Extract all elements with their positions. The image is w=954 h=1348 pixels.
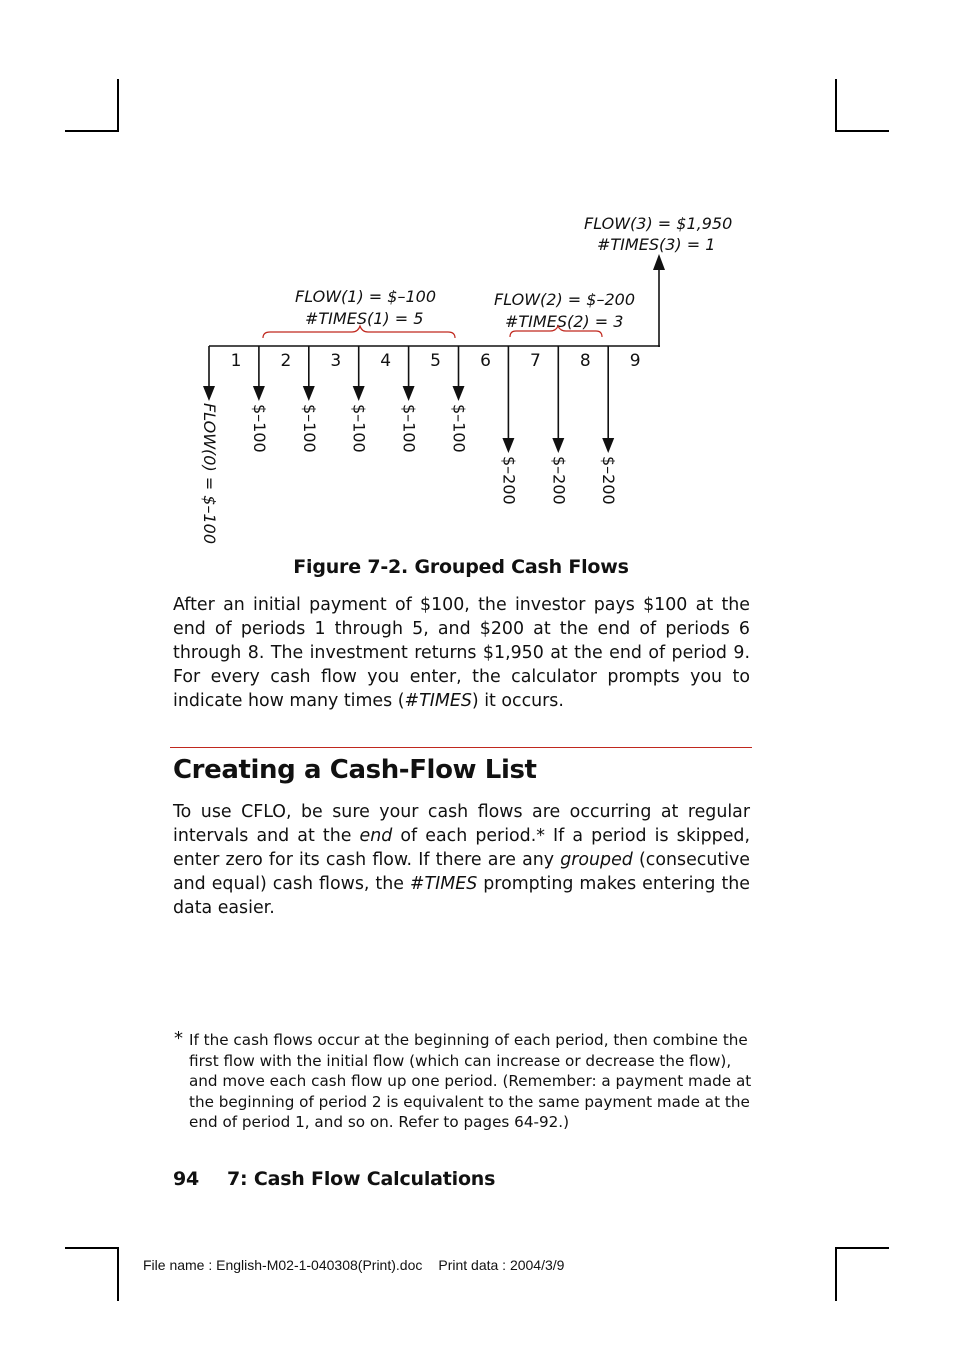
- cash-flow-label: $–200: [599, 456, 619, 505]
- flow3-label: FLOW(3) = $1,950: [584, 214, 733, 233]
- cash-flow-label: $–100: [449, 404, 469, 453]
- cash-flow-arrowhead: [502, 438, 514, 453]
- body-text-2: of each period.* If a period is skipped, enter zero for its cash flow. If there are any: [173, 826, 750, 870]
- times1-label: #TIMES(1) = 5: [305, 309, 424, 328]
- cash-flow-arrowhead: [602, 438, 614, 453]
- crop-mark: [835, 1247, 837, 1301]
- flow0-label: FLOW(0) = $–100: [200, 403, 219, 544]
- period-numbers: [231, 351, 641, 371]
- body-text-3: (consecutive and equal) cash flows, the: [173, 850, 750, 894]
- times-term: #TIMES: [409, 874, 478, 894]
- cash-flow-label: $–100: [349, 404, 369, 453]
- intro-text: After an initial payment of $100, the investor pays $100 at the end of periods 1 through 5, and $200 at the end of periods 6 through 8. The investment returns $1,950 at the end of period 9. For every cash flow you enter, the calculator prompts you to indicate how many times (: [173, 595, 750, 711]
- times-term: #TIMES: [404, 691, 472, 711]
- final-flow-arrowhead: [653, 254, 665, 270]
- flow1-label: FLOW(1) = $–100: [295, 287, 436, 306]
- period-number: 2: [280, 351, 292, 371]
- flow2-label: FLOW(2) = $–200: [494, 290, 635, 309]
- section-heading: Creating a Cash-Flow List: [173, 755, 537, 785]
- print-date: Print data : 2004/3/9: [438, 1257, 565, 1273]
- cash-flow-label: $–100: [299, 404, 319, 453]
- body-paragraph: [173, 800, 750, 920]
- cash-flow-label: $–100: [249, 404, 269, 453]
- grouped-term: grouped: [560, 850, 633, 870]
- period-number: 7: [529, 351, 541, 371]
- cash-flow-arrowhead: [253, 386, 265, 401]
- period-number: 8: [579, 351, 591, 371]
- period-number: 6: [480, 351, 491, 371]
- page-number: 94: [173, 1168, 200, 1190]
- cash-flow-arrowhead: [453, 386, 465, 401]
- cash-flow-label: $–200: [549, 456, 569, 505]
- intro-paragraph: [173, 593, 750, 713]
- figure-caption: Figure 7-2. Grouped Cash Flows: [293, 556, 629, 578]
- period-number: 5: [430, 351, 442, 371]
- times2-label: #TIMES(2) = 3: [505, 312, 624, 331]
- crop-mark: [65, 1247, 119, 1249]
- cash-flow-arrowhead: [303, 386, 315, 401]
- flow0-arrowhead: [203, 386, 215, 401]
- period-number: 1: [230, 351, 242, 371]
- cash-flow-arrowhead: [403, 386, 415, 401]
- times3-label: #TIMES(3) = 1: [597, 235, 716, 254]
- footnote-marker: *: [174, 1028, 183, 1049]
- section-rule: [170, 747, 752, 748]
- body-text-1: To use CFLO, be sure your cash flows are occurring at regular intervals and at the: [173, 802, 750, 846]
- period-number: 3: [330, 351, 342, 371]
- body-text-4: prompting makes entering the data easier.: [173, 874, 750, 918]
- period-number: 4: [380, 351, 392, 371]
- chapter-title: 7: Cash Flow Calculations: [227, 1168, 496, 1190]
- cash-flow-label: $–100: [399, 404, 419, 453]
- end-term: end: [359, 826, 393, 846]
- file-info: [143, 1257, 580, 1273]
- cash-flow-diagram: [0, 0, 954, 560]
- period-number: 9: [629, 351, 641, 371]
- file-name: File name : English-M02-1-040308(Print).doc: [143, 1257, 423, 1273]
- page-footer: [173, 1168, 495, 1190]
- cash-flow-label: $–200: [499, 456, 519, 505]
- footnote: If the cash flows occur at the beginning of each period, then combine the first flow with the initial flow (which can increase or decrease the flow), and move each cash flow up one period. (Remember: a payment made at the beginning of period 2 is equivalent to the same payment made at the end of period 1, and so on. Refer to pages 64-92.): [189, 1031, 752, 1131]
- crop-mark: [117, 1247, 119, 1301]
- group1-brace: [263, 326, 455, 338]
- intro-text-end: ) it occurs.: [471, 691, 564, 711]
- cash-flow-arrowhead: [353, 386, 365, 401]
- cash-flow-arrowhead: [552, 438, 564, 453]
- crop-mark: [835, 1247, 889, 1249]
